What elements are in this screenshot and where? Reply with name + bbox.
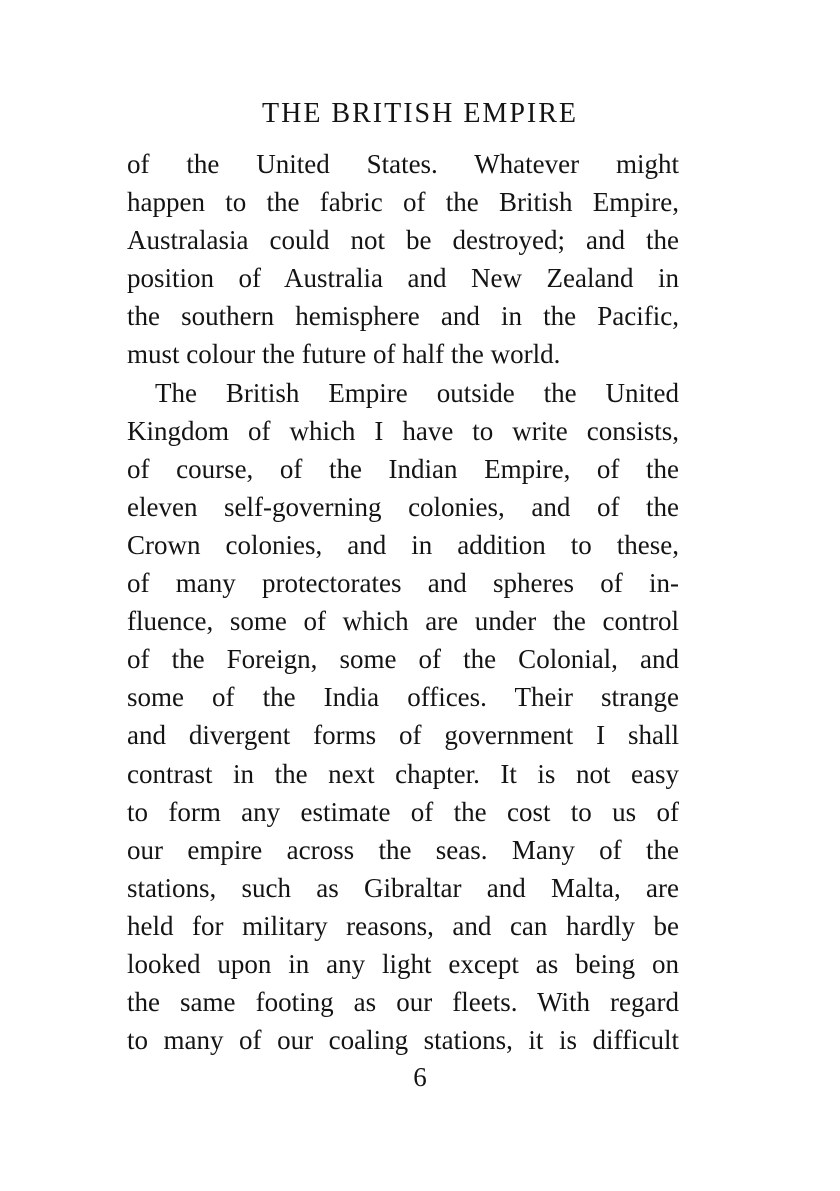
text-line: contrast in the next chapter. It is not easy [127, 758, 679, 789]
text-line: and divergent forms of government I shall [127, 720, 679, 751]
text-line: held for military reasons, and can hardly be [127, 910, 679, 941]
running-head: THE BRITISH EMPIRE [262, 98, 578, 129]
text-line: the southern hemisphere and in the Pacific, [127, 301, 679, 332]
text-line: eleven self-governing colonies, and of the [127, 491, 679, 522]
text-line: Australasia could not be destroyed; and the [127, 225, 679, 256]
text-line: must colour the future of half the world. [127, 339, 561, 370]
text-line: some of the India offices. Their strange [127, 682, 679, 713]
text-line: of many protectorates and spheres of in- [127, 568, 679, 599]
body-text [127, 145, 679, 1059]
text-line: fluence, some of which are under the control [127, 606, 679, 637]
page-number: 6 [413, 1062, 427, 1092]
text-line: looked upon in any light except as being on [127, 948, 679, 979]
text-line: to form any estimate of the cost to us of [127, 796, 679, 827]
text-line: Kingdom of which I have to write consists, [127, 415, 679, 446]
text-line: of the Foreign, some of the Colonial, and [127, 644, 679, 675]
text-line: of the United States. Whatever might [127, 149, 679, 179]
text-line: to many of our coaling stations, it is difficult [127, 1025, 679, 1056]
text-line: The British Empire outside the United [155, 377, 679, 408]
text-line: our empire across the seas. Many of the [127, 834, 679, 865]
text-line: of course, of the Indian Empire, of the [127, 453, 679, 484]
paragraph-1 [127, 145, 679, 374]
text-line: stations, such as Gibraltar and Malta, are [127, 872, 679, 903]
text-line: happen to the fabric of the British Empire, [127, 187, 679, 218]
text-line: the same footing as our fleets. With regard [127, 987, 679, 1018]
paragraph-2 [127, 374, 679, 1060]
text-line: position of Australia and New Zealand in [127, 263, 679, 294]
text-line: Crown colonies, and in addition to these, [127, 529, 679, 560]
